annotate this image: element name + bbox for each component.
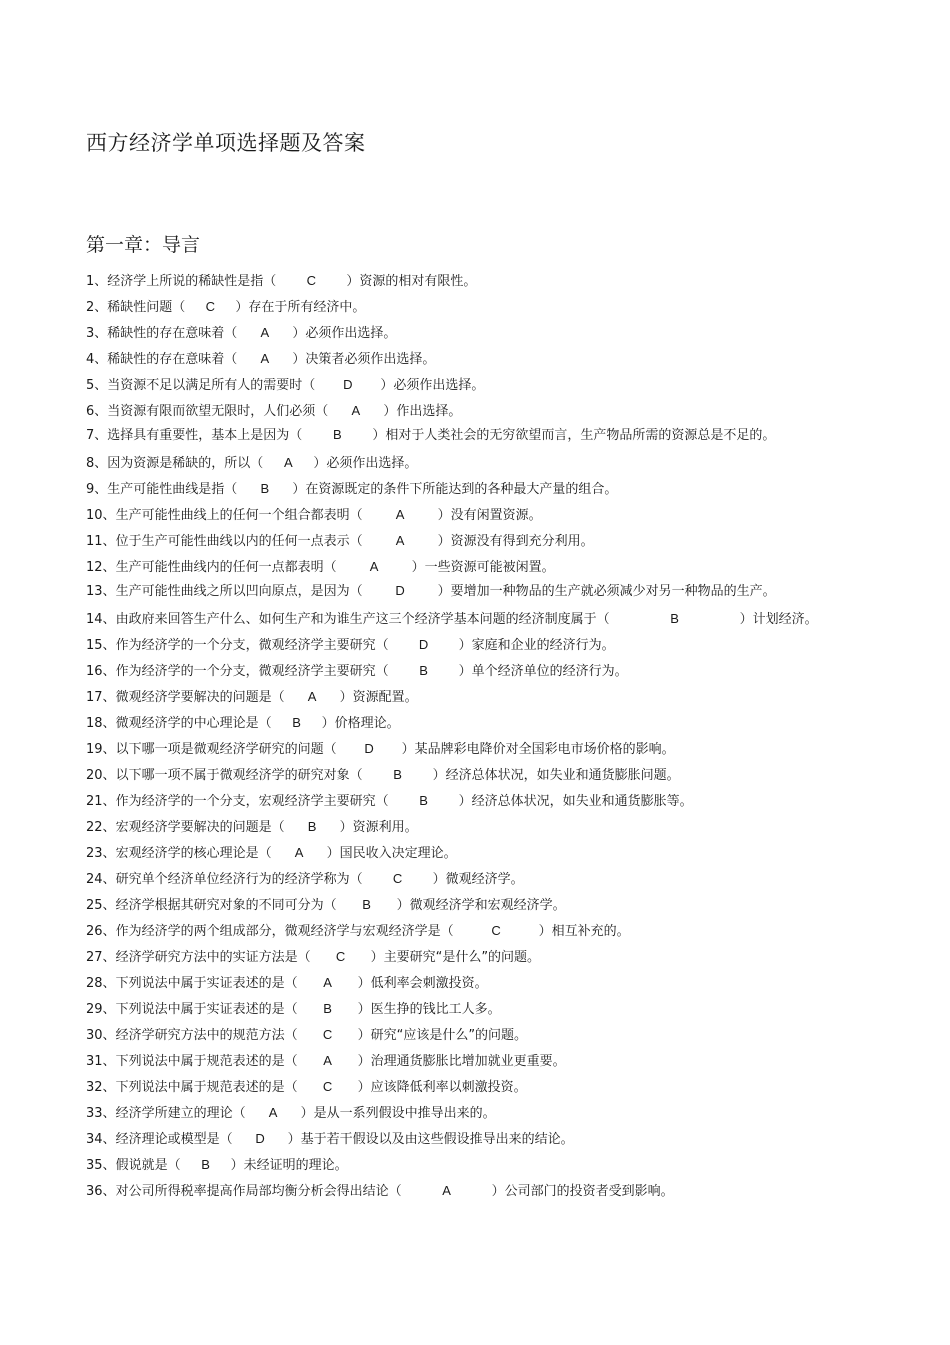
- answer-text: ）基于若干假设以及由这些假设推导出来的结论。: [287, 1132, 574, 1147]
- question-number: 5: [86, 378, 95, 393]
- answer-text: ）医生挣的钱比工人多。: [357, 1002, 501, 1017]
- answer-text: ）国民收入决定理论。: [326, 846, 457, 861]
- question-number: 14: [86, 612, 103, 627]
- answer-letter: A: [294, 845, 304, 860]
- question-item: 11、位于生产可能性曲线以内的任何一点表示（ A ）资源没有得到充分利用。: [86, 528, 886, 554]
- question-number: 19: [86, 742, 103, 757]
- question-stem: 下列说法中属于实证表述的是（: [115, 976, 298, 991]
- question-number: 30: [86, 1028, 103, 1043]
- answer-letter: B: [307, 819, 317, 834]
- answer-text: ）微观经济学和宏观经济学。: [396, 898, 566, 913]
- question-item: 36、对公司所得税率提高作局部均衡分析会得出结论（ A ）公司部门的投资者受到影响。: [86, 1178, 886, 1204]
- question-number: 24: [86, 872, 103, 887]
- chapter-title: 第一章：导言: [86, 234, 201, 256]
- answer-text: ）存在于所有经济中。: [235, 300, 366, 315]
- question-stem: 稀缺性的存在意味着（: [107, 326, 238, 341]
- question-number: 3: [86, 326, 95, 341]
- question-number: 28: [86, 976, 103, 991]
- answer-text: ）单个经济单位的经济行为。: [458, 664, 628, 679]
- question-number: 15: [86, 638, 103, 653]
- answer-letter: C: [335, 949, 346, 964]
- answer-letter: A: [395, 533, 405, 548]
- question-item: 16、作为经济学的一个分支，微观经济学主要研究（ B ）单个经济单位的经济行为。: [86, 658, 886, 684]
- question-number: 26: [86, 924, 103, 939]
- answer-letter: A: [307, 689, 317, 704]
- question-item: 32、下列说法中属于规范表述的是（ C ）应该降低利率以刺激投资。: [86, 1074, 886, 1100]
- answer-text: ）计划经济。: [739, 612, 818, 627]
- answer-letter: C: [322, 1079, 333, 1094]
- question-stem: 宏观经济学要解决的问题是（: [115, 820, 285, 835]
- question-item: 20、以下哪一项不属于微观经济学的研究对象（ B ）经济总体状况，如失业和通货膨胀问题。: [86, 762, 886, 788]
- question-number: 23: [86, 846, 103, 861]
- answer-letter: A: [260, 351, 270, 366]
- question-stem: 生产可能性曲线上的任何一个组合都表明（: [115, 508, 363, 523]
- answer-letter: C: [491, 923, 501, 938]
- answer-text: ）经济总体状况，如失业和通货膨胀问题。: [432, 768, 680, 783]
- question-item: 30、经济学研究方法中的规范方法（ C ）研究“应该是什么”的问题。: [86, 1022, 886, 1048]
- question-item: 2、稀缺性问题（ C ）存在于所有经济中。: [86, 294, 886, 320]
- question-item: 27、经济学研究方法中的实证方法是（ C ）主要研究“是什么”的问题。: [86, 944, 886, 970]
- question-stem: 假说就是（: [115, 1158, 181, 1173]
- question-number: 20: [86, 768, 103, 783]
- answer-text: ）决策者必须作出选择。: [292, 352, 436, 367]
- question-number: 16: [86, 664, 103, 679]
- question-number: 13: [86, 584, 103, 599]
- question-number: 4: [86, 352, 95, 367]
- question-stem: 稀缺性的存在意味着（: [107, 352, 238, 367]
- question-item: 1、经济学上所说的稀缺性是指（ C ）资源的相对有限性。: [86, 268, 886, 294]
- answer-text: ）低利率会刺激投资。: [357, 976, 488, 991]
- question-item: 25、经济学根据其研究对象的不同可分为（ B ）微观经济学和宏观经济学。: [86, 892, 886, 918]
- answer-text: ）在资源既定的条件下所能达到的各种最大产量的组合。: [292, 482, 618, 497]
- question-stem: 作为经济学的一个分支，微观经济学主要研究（: [115, 638, 389, 653]
- answer-text: ）资源利用。: [339, 820, 418, 835]
- question-stem: 生产可能性曲线之所以凹向原点，是因为（: [115, 584, 363, 599]
- answer-letter: A: [442, 1183, 451, 1198]
- question-number: 31: [86, 1054, 103, 1069]
- question-stem: 对公司所得税率提高作局部均衡分析会得出结论（: [115, 1184, 402, 1199]
- question-stem: 因为资源是稀缺的，所以（: [107, 456, 264, 471]
- question-item: 34、经济理论或模型是（ D ）基于若干假设以及由这些假设推导出来的结论。: [86, 1126, 886, 1152]
- question-stem: 下列说法中属于规范表述的是（: [115, 1054, 298, 1069]
- question-number: 36: [86, 1184, 103, 1199]
- answer-letter: A: [369, 559, 379, 574]
- answer-text: ）公司部门的投资者受到影响。: [491, 1184, 674, 1199]
- answer-letter: D: [364, 741, 374, 756]
- answer-letter: A: [260, 325, 270, 340]
- answer-text: ）价格理论。: [321, 716, 400, 731]
- question-item: 22、宏观经济学要解决的问题是（ B ）资源利用。: [86, 814, 886, 840]
- answer-letter: C: [306, 273, 316, 288]
- question-item: 19、以下哪一项是微观经济学研究的问题（ D ）某品牌彩电降价对全国彩电市场价格的影响。: [86, 736, 886, 762]
- answer-letter: D: [255, 1131, 265, 1146]
- question-item: 28、下列说法中属于实证表述的是（ A ）低利率会刺激投资。: [86, 970, 886, 996]
- question-number: 7: [86, 428, 95, 443]
- question-item: 9、生产可能性曲线是指（ B ）在资源既定的条件下所能达到的各种最大产量的组合。: [86, 476, 886, 502]
- question-number: 18: [86, 716, 103, 731]
- question-item: 18、微观经济学的中心理论是（ B ）价格理论。: [86, 710, 886, 736]
- question-stem: 经济学所建立的理论（: [115, 1106, 246, 1121]
- question-stem: 以下哪一项不属于微观经济学的研究对象（: [115, 768, 363, 783]
- answer-text: ）必须作出选择。: [292, 326, 397, 341]
- answer-text: ）治理通货膨胀比增加就业更重要。: [357, 1054, 566, 1069]
- question-item: 3、稀缺性的存在意味着（ A ）必须作出选择。: [86, 320, 886, 346]
- question-number: 9: [86, 482, 95, 497]
- question-item: 10、生产可能性曲线上的任何一个组合都表明（ A ）没有闲置资源。: [86, 502, 886, 528]
- question-number: 29: [86, 1002, 103, 1017]
- question-stem: 作为经济学的一个分支，宏观经济学主要研究（: [115, 794, 389, 809]
- question-item: 8、因为资源是稀缺的，所以（ A ）必须作出选择。: [86, 450, 886, 476]
- answer-letter: B: [393, 767, 402, 782]
- answer-text: ）是从一系列假设中推导出来的。: [300, 1106, 496, 1121]
- question-number: 25: [86, 898, 103, 913]
- question-stem: 经济学根据其研究对象的不同可分为（: [115, 898, 337, 913]
- question-item: 35、假说就是（ B ）未经证明的理论。: [86, 1152, 886, 1178]
- answer-letter: A: [395, 507, 405, 522]
- question-stem: 作为经济学的两个组成部分，微观经济学与宏观经济学是（: [115, 924, 454, 939]
- question-number: 2: [86, 300, 95, 315]
- question-stem: 作为经济学的一个分支，微观经济学主要研究（: [115, 664, 389, 679]
- question-stem: 微观经济学要解决的问题是（: [115, 690, 285, 705]
- question-stem: 当资源不足以满足所有人的需要时（: [107, 378, 316, 393]
- question-number: 1: [86, 274, 95, 289]
- answer-letter: A: [268, 1105, 278, 1120]
- answer-letter: D: [343, 377, 353, 392]
- answer-text: ）主要研究“是什么”的问题。: [370, 950, 541, 965]
- question-item: 7、选择具有重要性，基本上是因为（ B ）相对于人类社会的无穷欲望而言，生产物品所需的资源总是不足的。: [86, 424, 831, 447]
- answer-text: ）没有闲置资源。: [437, 508, 542, 523]
- answer-letter: A: [351, 403, 361, 418]
- answer-letter: C: [205, 299, 215, 314]
- question-number: 6: [86, 404, 95, 419]
- question-number: 35: [86, 1158, 103, 1173]
- answer-letter: B: [323, 1001, 332, 1016]
- answer-text: ）作出选择。: [383, 404, 462, 419]
- answer-letter: B: [201, 1157, 210, 1172]
- answer-text: ）要增加一种物品的生产就必须减少对另一种物品的生产。: [437, 584, 776, 599]
- answer-letter: A: [323, 1053, 332, 1068]
- answer-text: ）微观经济学。: [432, 872, 524, 887]
- question-list: [86, 268, 886, 1204]
- question-number: 34: [86, 1132, 103, 1147]
- answer-letter: B: [670, 611, 679, 626]
- answer-text: ）资源没有得到充分利用。: [437, 534, 594, 549]
- answer-letter: A: [323, 975, 332, 990]
- question-number: 22: [86, 820, 103, 835]
- question-stem: 经济学研究方法中的规范方法（: [115, 1028, 298, 1043]
- question-item: 23、宏观经济学的核心理论是（ A ）国民收入决定理论。: [86, 840, 886, 866]
- question-number: 21: [86, 794, 103, 809]
- question-item: 15、作为经济学的一个分支，微观经济学主要研究（ D ）家庭和企业的经济行为。: [86, 632, 886, 658]
- question-item: 5、当资源不足以满足所有人的需要时（ D ）必须作出选择。: [86, 372, 886, 398]
- question-item: 31、下列说法中属于规范表述的是（ A ）治理通货膨胀比增加就业更重要。: [86, 1048, 886, 1074]
- question-stem: 经济理论或模型是（: [115, 1132, 233, 1147]
- question-stem: 经济学研究方法中的实证方法是（: [115, 950, 311, 965]
- answer-text: ）经济总体状况，如失业和通货膨胀等。: [458, 794, 693, 809]
- question-stem: 选择具有重要性，基本上是因为（: [107, 428, 303, 443]
- question-number: 17: [86, 690, 103, 705]
- answer-text: ）资源配置。: [339, 690, 418, 705]
- question-item: 17、微观经济学要解决的问题是（ A ）资源配置。: [86, 684, 886, 710]
- question-stem: 位于生产可能性曲线以内的任何一点表示（: [115, 534, 363, 549]
- answer-text: ）某品牌彩电降价对全国彩电市场价格的影响。: [401, 742, 675, 757]
- answer-letter: B: [332, 427, 342, 442]
- answer-letter: C: [322, 1027, 333, 1042]
- answer-letter: B: [260, 481, 270, 496]
- question-item: 21、作为经济学的一个分支，宏观经济学主要研究（ B ）经济总体状况，如失业和通货膨胀等。: [86, 788, 886, 814]
- question-stem: 生产可能性曲线内的任何一点都表明（: [115, 560, 337, 575]
- answer-text: ）研究“应该是什么”的问题。: [357, 1028, 528, 1043]
- question-stem: 下列说法中属于实证表述的是（: [115, 1002, 298, 1017]
- answer-letter: D: [395, 583, 405, 598]
- question-number: 12: [86, 560, 103, 575]
- question-stem: 下列说法中属于规范表述的是（: [115, 1080, 298, 1095]
- question-stem: 经济学上所说的稀缺性是指（: [107, 274, 277, 289]
- question-stem: 生产可能性曲线是指（: [107, 482, 238, 497]
- question-item: 14、由政府来回答生产什么、如何生产和为谁生产这三个经济学基本问题的经济制度属于（ B ）计划经济。: [86, 606, 886, 632]
- document-title: 西方经济学单项选择题及答案: [86, 131, 366, 155]
- question-item: 29、下列说法中属于实证表述的是（ B ）医生挣的钱比工人多。: [86, 996, 886, 1022]
- question-item: 4、稀缺性的存在意味着（ A ）决策者必须作出选择。: [86, 346, 886, 372]
- question-number: 11: [86, 534, 103, 549]
- answer-letter: B: [419, 663, 428, 678]
- answer-letter: B: [362, 897, 371, 912]
- answer-text: ）应该降低利率以刺激投资。: [357, 1080, 527, 1095]
- answer-text: ）相互补充的。: [538, 924, 630, 939]
- answer-text: ）家庭和企业的经济行为。: [458, 638, 615, 653]
- question-item: 33、经济学所建立的理论（ A ）是从一系列假设中推导出来的。: [86, 1100, 886, 1126]
- question-stem: 宏观经济学的核心理论是（: [115, 846, 272, 861]
- question-stem: 以下哪一项是微观经济学研究的问题（: [115, 742, 337, 757]
- question-number: 32: [86, 1080, 103, 1095]
- question-item: 24、研究单个经济单位经济行为的经济学称为（ C ）微观经济学。: [86, 866, 886, 892]
- answer-text: ）未经证明的理论。: [230, 1158, 348, 1173]
- question-item: 26、作为经济学的两个组成部分，微观经济学与宏观经济学是（ C ）相互补充的。: [86, 918, 886, 944]
- question-stem: 研究单个经济单位经济行为的经济学称为（: [115, 872, 363, 887]
- question-number: 27: [86, 950, 103, 965]
- answer-letter: A: [283, 455, 293, 470]
- answer-letter: D: [418, 637, 429, 652]
- question-number: 10: [86, 508, 103, 523]
- question-number: 8: [86, 456, 95, 471]
- answer-text: ）一些资源可能被闲置。: [411, 560, 555, 575]
- question-stem: 当资源有限而欲望无限时，人们必须（: [107, 404, 329, 419]
- answer-letter: B: [419, 793, 428, 808]
- question-item: 6、当资源有限而欲望无限时，人们必须（ A ）作出选择。: [86, 398, 886, 424]
- answer-text: ）资源的相对有限性。: [346, 274, 477, 289]
- answer-text: ）必须作出选择。: [380, 378, 485, 393]
- question-number: 33: [86, 1106, 103, 1121]
- question-item: 13、生产可能性曲线之所以凹向原点，是因为（ D ）要增加一种物品的生产就必须减少对另一种物品的生产。: [86, 580, 831, 603]
- answer-text: ）必须作出选择。: [313, 456, 418, 471]
- question-stem: 由政府来回答生产什么、如何生产和为谁生产这三个经济学基本问题的经济制度属于（: [115, 612, 610, 627]
- question-item: 12、生产可能性曲线内的任何一点都表明（ A ）一些资源可能被闲置。: [86, 554, 886, 580]
- question-stem: 微观经济学的中心理论是（: [115, 716, 272, 731]
- answer-letter: B: [292, 715, 301, 730]
- answer-letter: C: [392, 871, 403, 886]
- answer-text: ）相对于人类社会的无穷欲望而言，生产物品所需的资源总是不足的。: [372, 428, 776, 443]
- question-stem: 稀缺性问题（: [107, 300, 186, 315]
